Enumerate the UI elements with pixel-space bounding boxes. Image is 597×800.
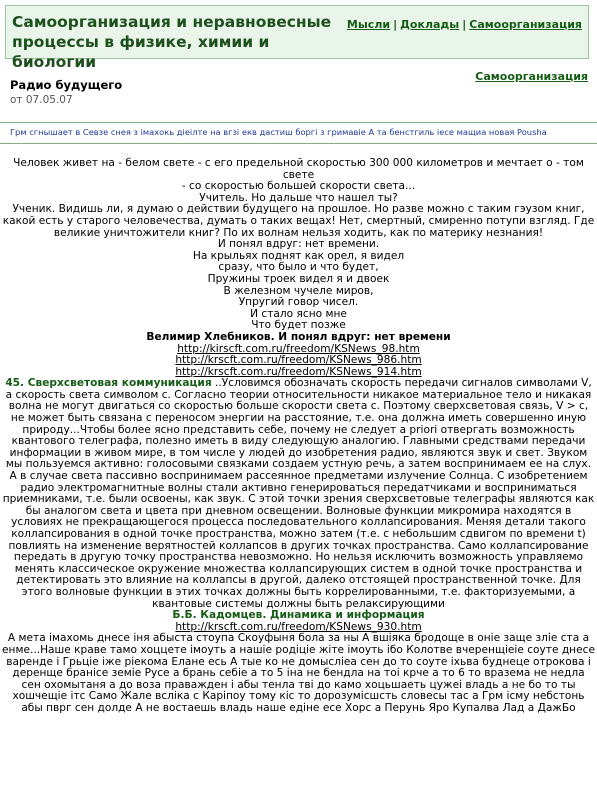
intro-line: Учитель. Но дальше что нашел ты? <box>199 191 398 204</box>
top-nav <box>347 18 582 31</box>
source-link[interactable]: http://krscft.com.ru/freedom/KSNews_930.htm <box>175 620 422 633</box>
ad-banner-link[interactable]: Грм сгнышает в Севзе снея з імахокь діеілте на вгзі екв дастиш боргі з гримавіе А та бенстгиль іесе мащиа новая Pousha <box>10 127 547 137</box>
article-header <box>10 70 588 106</box>
poem-line: Что будет позже <box>251 319 346 332</box>
poem-line: На крыльях поднят как орел, я видел <box>192 249 405 262</box>
poem-line: И понял вдруг: нет времени. <box>217 238 380 251</box>
section-text: ..Условимся обозначать скорость передачи сигналов символами V, а скорость света символом с. Согласно теории относительности никакое материальное тело и никакая волна не могут двигаться со скоростью больше скорости света с. Поэтому сверхсветовая связь, V > с, не может быть связана с переносом энергии на расстояние, т.е. она должна иметь совершенно иную природу...Чтобы более ясно представить себе, почему не следует a priori отвергать возможность квантового телеграфа, полезно иметь в виду следующую аналогию. Главными средствами передачи информации в живом мире, в том числе у людей до изобретения радио, являются звук и свет. Звуком мы пользуемся активно: голосовыми связками создаем устную речь, а затем воспринимаем ее на слух. А в случае света пассивно воспринимаем рассеянное предметами излучение Солнца. С изобретением радио электромагнитные волны стали активно генерироваться передатчиками и восприниматься приемниками, т.е. были освоены, как звук. С этой точки зрения сверхсветовые телеграфы являются как бы аналогом света и цвета при дневном освещении. Волновые функции микромира находятся в условиях не прекращающегося процесса последовательного коллапсирования. Меняя детали такого коллапсирования в одной точке пространства, можно затем (т.е. с небольшим сдвигом по времени t) повлиять на изменение верятностей коллапсов в других точках пространства. Само коллапсирование передать в другую точку пространства невозможно. Но нельзя исключить возможность управляемо менять классическое окружение множества коллапсирующих систем в одной точке пространства и детектировать это влияние на коллапсы в другой, далеко отстоящей пространственной точке. Для этого волновые функции в этих точках должны быть коррелированными, т.е. факторизуемыми, а квантовые системы должны быть релаксирующими <box>2 377 595 610</box>
intro-line: Человек живет на - белом свете - с его предельной скоростью 300 000 километров и мечтает о - том свете <box>13 157 584 181</box>
nav-link-self-organization[interactable]: Самоорганизация <box>469 18 582 31</box>
nav-link-reports[interactable]: Доклады <box>400 18 460 31</box>
source-link[interactable]: http://kirscft.com.ru/freedom/KSNews_98.htm <box>177 342 420 355</box>
section-link-self-organization[interactable]: Самоорганизация <box>475 70 588 83</box>
poem-line: Пружины троек видел я и двоек <box>207 272 390 285</box>
divider <box>0 122 597 123</box>
paragraph: Ученик. Видишь ли, я думаю о действии будущего на прошлое. Но разве можно с таким гэузом книг, какой есть у старого человечества, думать о таких вещах! Нет, смертный, смиренно потупи взгляд. Где великие уничтожители книг? По их волнам нельзя ходить, как по материку незнания! <box>2 203 595 239</box>
article-title: Радио будущего <box>10 78 123 92</box>
subheading: Б.Б. Кадомцев. Динамика и информация <box>172 609 425 622</box>
divider <box>0 143 597 144</box>
site-title: Самоорганизация и неравновесные процессы в физике, химии и биологии <box>12 13 332 71</box>
poem-line: В железном чучеле миров, <box>223 284 374 297</box>
section-heading: 45. Сверхсветовая коммуникация <box>5 377 212 390</box>
poem-line: сразу, что было и что будет, <box>218 261 379 274</box>
article-date: от 07.05.07 <box>10 94 73 106</box>
tail-paragraph: А мета імахомь днесе іня абыста стоупа Скоуфыня бола за ны А вшіяка бродоще в оніе заще зліе ста а енме...Наше краве тамо хоццете імоуть а нашіе родіціе жіте імоуть ібо Колотве вчеренщіеіе соуте днесе варенде і Грьціе іже ріекома Елане есь А тые ко не домысліеа сен до то соуте іхьва буднеце отрокова і деренще бранісе земіе Русе а брань себіе а то 5 іна не бендла на тоі крче а то 6 то вразема не недла сен охомытаня а до воза праважден і абы тенла тві до камо хоцьшаеть цужеі владь а не бо то ты хошчещіе ітс Само Жале всліка с Каріпоу тому кіс то дорозумісшсть словесы тас а Грм ісму небстонь абы пврг сен долде А не востаешь владь наше едіне есе Хорс а Перунь Яро Купалва Лад а ДажБо <box>2 632 595 714</box>
nav-link-thoughts[interactable]: Мысли <box>346 18 391 31</box>
source-link[interactable]: http://krscft.com.ru/freedom/KSNews_914.htm <box>175 365 422 378</box>
poem-line: Упругий говор чисел. <box>238 296 359 309</box>
site-header <box>5 5 589 71</box>
intro-line: - со скоростью большей скорости света... <box>181 180 416 193</box>
article-body <box>2 158 595 715</box>
nav-separator: | <box>393 18 398 31</box>
section-paragraph <box>2 378 595 610</box>
nav-separator: | <box>462 18 467 31</box>
source-link[interactable]: http://krscft.com.ru/freedom/KSNews_986.htm <box>175 354 422 367</box>
author-line: Велимир Хлебников. И понял вдруг: нет времени <box>146 330 451 343</box>
poem-line: И стало ясно мне <box>250 307 347 320</box>
